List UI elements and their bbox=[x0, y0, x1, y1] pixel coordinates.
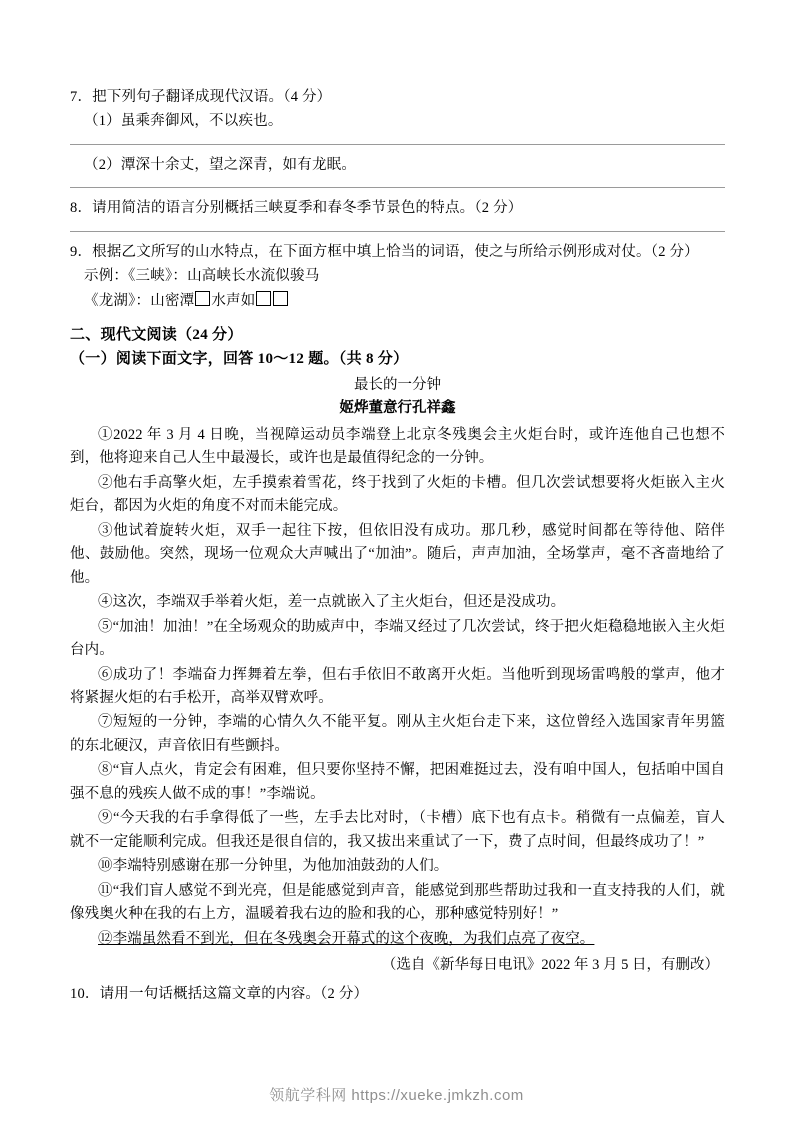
article-paragraph: ⑧“盲人点火，肯定会有困难，但只要你坚持不懈，把困难挺过去，没有咱中国人，包括咱中国自强不息的残疾人做不成的事！”李端说。 bbox=[70, 762, 725, 802]
question-7-item-2: （2）潭深十余丈，望之深青，如有龙眠。 bbox=[84, 156, 357, 173]
article-paragraph: ③他试着旋转火炬，双手一起往下按，但依旧没有成功。那几秒，感觉时间都在等待他、陪伴他、鼓励他。突然，现场一位观众大声喊出了“加油”。随后，声声加油，全场掌声，毫不吝啬地给了他。 bbox=[70, 522, 725, 586]
question-9-answer-middle: 水声如 bbox=[211, 292, 256, 309]
fill-in-box-2[interactable] bbox=[256, 291, 271, 306]
question-9-answer-line bbox=[70, 290, 725, 312]
question-9-stem: 9．根据乙文所写的山水特点，在下面方框中填上恰当的词语，使之与所给示例形成对仗。（2 分） bbox=[70, 243, 699, 260]
question-7-item-1: （1）虽乘奔御风，不以疾也。 bbox=[84, 113, 283, 130]
question-7-stem: 7．把下列句子翻译成现代汉语。（4 分） bbox=[70, 89, 332, 105]
article-author: 姬烨董意行孔祥鑫 bbox=[339, 400, 456, 417]
underlined-sentence: ⑫李端虽然看不到光，但在冬残奥会开幕式的这个夜晚，为我们点亮了夜空。 bbox=[98, 930, 595, 947]
question-9-answer-prefix: 《龙湖》：山密潭 bbox=[84, 292, 195, 309]
article-paragraph: ①2022 年 3 月 4 日晚，当视障运动员李端登上北京冬残奥会主火炬台时，或许连他自己也想不到，他将迎来自己人生中最漫长，或许也是最值得纪念的一分钟。 bbox=[70, 426, 725, 467]
article-paragraph: ④这次，李端双手举着火炬，差一点就嵌入了主火炬台，但还是没成功。 bbox=[98, 594, 566, 611]
section-subheading: （一）阅读下面文字，回答 10～12 题。（共 8 分） bbox=[70, 351, 409, 368]
article-paragraph: ⑨“今天我的右手拿得低了一些，左手去比对时，（卡槽）底下也有点卡。稍微有一点偏差，盲人就不一定能顺利完成。但我还是很自信的，我又拔出来重试了一下，费了点时间，但最终成功了！” bbox=[70, 810, 725, 850]
question-9-example: 示例：《三峡》：山高峡长水流似骏马 bbox=[84, 268, 320, 285]
article-paragraph: ⑦短短的一分钟，李端的心情久久不能平复。刚从主火炬台走下来，这位曾经入选国家青年男篮的东北硬汉，声音依旧有些颤抖。 bbox=[70, 714, 725, 754]
article-source: （选自《新华每日电讯》2022 年 3 月 5 日，有删改） bbox=[381, 957, 719, 974]
article-paragraph: ⑤“加油！加油！”在全场观众的助威声中，李端又经过了几次尝试，终于把火炬稳稳地嵌入主火炬台内。 bbox=[70, 618, 725, 659]
section-heading: 二、现代文阅读（24 分） bbox=[70, 327, 243, 344]
article-paragraph: ⑩李端特别感谢在那一分钟里，为他加油鼓劲的人们。 bbox=[98, 858, 449, 875]
question-8-stem: 8．请用简洁的语言分别概括三峡夏季和春冬季节景色的特点。（2 分） bbox=[70, 200, 523, 217]
fill-in-box-1[interactable] bbox=[195, 291, 210, 306]
article-paragraph: ⑥成功了！李端奋力挥舞着左拳，但右手依旧不敢离开火炬。当他听到现场雷鸣般的掌声，他才将紧握火炬的右手松开，高举双臂欢呼。 bbox=[70, 666, 725, 706]
document-content bbox=[70, 86, 725, 1008]
answer-rule-3 bbox=[70, 231, 725, 232]
spacer-1 bbox=[70, 314, 725, 323]
spacer-2 bbox=[70, 974, 725, 983]
answer-rule-1 bbox=[70, 144, 725, 145]
watermark-footer: 领航学科网 https://xueke.jmkzh.com bbox=[269, 1087, 524, 1104]
article-paragraph-underlined bbox=[70, 928, 725, 951]
article-title: 最长的一分钟 bbox=[354, 377, 441, 394]
question-10-stem: 10．请用一句话概括这篇文章的内容。（2 分） bbox=[70, 986, 369, 1003]
fill-in-box-3[interactable] bbox=[273, 291, 288, 306]
answer-rule-2 bbox=[70, 187, 725, 188]
article-paragraph: ②他右手高擎火炬，左手摸索着雪花，终于找到了火炬的卡槽。但几次尝试想要将火炬嵌入主火炬台，都因为火炬的角度不对而未能完成。 bbox=[70, 474, 725, 515]
article-paragraph: ⑪“我们盲人感觉不到光亮，但是能感觉到声音，能感觉到那些帮助过我和一直支持我的人们，就像残奥火种在我的右上方，温暖着我右边的脸和我的心，那种感觉特别好！” bbox=[70, 882, 725, 923]
